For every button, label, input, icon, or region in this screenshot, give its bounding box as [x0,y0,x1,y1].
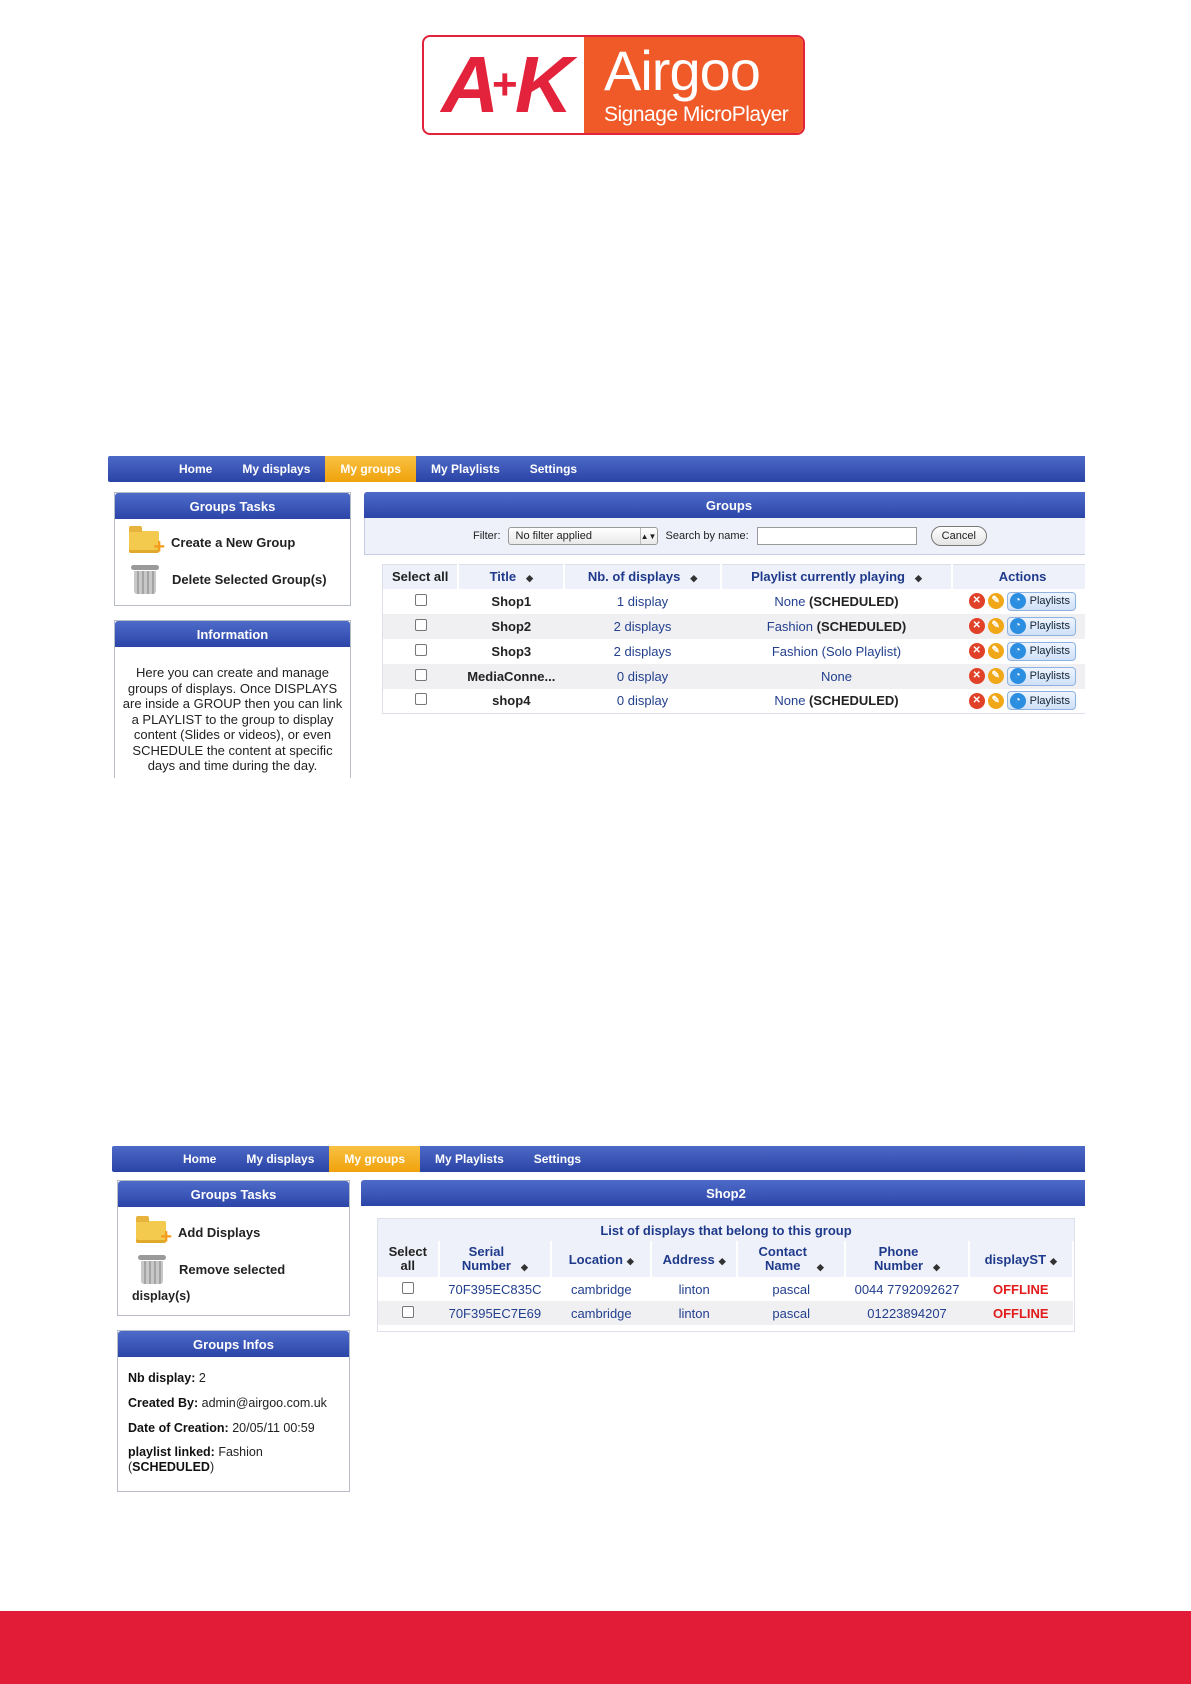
delete-icon[interactable]: ✕ [969,693,985,709]
title-header[interactable]: Title ◆ [458,565,564,589]
group-title[interactable]: Shop3 [491,643,532,659]
folder-add-icon: + [129,531,159,553]
displays-list [377,1218,1075,1332]
list-title: List of displays that belong to this group [378,1219,1074,1241]
edit-icon[interactable]: ✎ [988,593,1004,609]
add-displays-button[interactable] [136,1221,261,1248]
clock-icon: ◔ [1010,668,1026,684]
groups-tasks-title: Groups Tasks [118,1181,349,1207]
select-all-header[interactable]: Select all [378,1241,439,1277]
address: linton [651,1301,737,1325]
main-nav [108,456,1085,482]
groups-tasks-title: Groups Tasks [115,493,350,519]
group-displays[interactable]: 1 display [616,593,669,609]
logo-plus: + [491,60,517,109]
row-checkbox[interactable] [415,619,427,631]
actions-header: Actions [952,565,1085,589]
group-playlist: Fashion (SCHEDULED) [721,614,952,639]
group-playlist: Fashion (Solo Playlist) [771,643,902,659]
row-checkbox[interactable] [415,669,427,681]
nav-my-playlists[interactable]: My Playlists [435,1152,504,1166]
groups-tasks-panel [117,1180,350,1316]
nav-my-displays[interactable]: My displays [242,462,311,476]
table-row [383,639,1086,664]
playlists-button[interactable]: ◔ Playlists [1007,691,1076,710]
playlist-header[interactable]: Playlist currently playing ◆ [721,565,952,589]
phone-number: 0044 7792092627 [854,1281,960,1297]
sort-icon: ◆ [933,1261,941,1272]
serial-header[interactable]: Serial Number ◆ [439,1241,552,1277]
row-checkbox[interactable] [415,594,427,606]
row-checkbox[interactable] [402,1282,414,1294]
logo-letter-k: K [514,40,567,129]
remove-selected-label: Remove selected [179,1261,286,1277]
table-row [378,1301,1073,1325]
clock-icon: ◔ [1010,693,1026,709]
group-detail-panel [361,1180,1085,1340]
logo-letter-a: A [441,40,494,129]
table-row [383,614,1086,639]
sort-icon: ◆ [626,1255,634,1266]
airgoo-logo [422,35,805,135]
group-playlist: None [721,664,952,689]
search-label: Search by name: [665,530,749,542]
sort-icon: ◆ [526,573,533,584]
create-group-button[interactable] [129,531,296,558]
delete-icon[interactable]: ✕ [969,618,985,634]
group-detail-screenshot [112,1146,1085,1496]
information-text: Here you can create and manage groups of displays. Once DISPLAYS are inside a GROUP then you can link a PLAYLIST to the group to display content (Slides or videos), or even SCHEDULE the content at specific days and time during the day. [122,665,343,773]
delete-icon[interactable]: ✕ [969,643,985,659]
nb-displays-header[interactable]: Nb. of displays ◆ [564,565,721,589]
address-header[interactable]: Address ◆ [651,1241,737,1277]
displays-table [378,1241,1074,1325]
nav-home[interactable]: Home [179,462,213,476]
sort-icon: ◆ [520,1261,528,1272]
row-checkbox[interactable] [402,1306,414,1318]
filter-select[interactable] [508,527,658,545]
info-playlist-linked: playlist linked: Fashion (SCHEDULED) [128,1445,263,1474]
sort-icon: ◆ [690,573,698,584]
trash-icon [140,1255,164,1283]
delete-icon[interactable]: ✕ [969,593,985,609]
trash-icon [133,565,157,593]
filter-label: Filter: [473,530,501,542]
main-nav [112,1146,1085,1172]
sort-icon: ◆ [816,1261,824,1272]
brand-subtitle: Signage MicroPlayer [604,103,789,126]
group-title[interactable]: MediaConne... [458,664,564,689]
edit-icon[interactable]: ✎ [988,618,1004,634]
edit-icon[interactable]: ✎ [988,643,1004,659]
remove-displays-button[interactable] [136,1255,285,1283]
search-input[interactable] [757,527,917,545]
info-date-creation: Date of Creation: 20/05/11 00:59 [128,1421,315,1435]
group-title[interactable]: Shop2 [458,614,564,639]
group-playlist: None (SCHEDULED) [774,693,899,709]
clock-icon: ◔ [1010,593,1026,609]
sort-icon: ◆ [718,1255,726,1266]
groups-screenshot [108,456,1085,778]
footer-band [0,1611,1191,1684]
group-detail-title: Shop2 [361,1180,1085,1206]
nav-my-groups[interactable]: My groups [329,1146,420,1172]
groups-title: Groups [364,492,1085,518]
filter-bar [364,518,1085,555]
playlists-button[interactable]: ◔ Playlists [1007,642,1076,661]
group-title[interactable]: shop4 [492,693,531,709]
nav-settings[interactable]: Settings [529,462,578,476]
brand-name: Airgoo [604,39,760,102]
groups-infos-panel [117,1330,350,1492]
contact-header[interactable]: Contact Name ◆ [737,1241,846,1277]
row-checkbox[interactable] [415,693,427,705]
group-playlist: None (SCHEDULED) [774,593,899,609]
location: cambridge [570,1281,632,1297]
group-displays[interactable]: 2 displays [613,643,672,659]
status-badge: OFFLINE [992,1281,1049,1297]
group-displays[interactable]: 0 display [616,693,669,709]
edit-icon[interactable]: ✎ [988,668,1004,684]
nav-my-displays[interactable]: My displays [246,1152,315,1166]
select-arrow-icon: ▲▼ [640,528,657,544]
info-created-by: Created By: admin@airgoo.com.uk [128,1396,327,1410]
sort-icon: ◆ [1050,1255,1057,1266]
status-badge: OFFLINE [969,1301,1073,1325]
nav-home[interactable]: Home [183,1152,217,1166]
information-title: Information [115,621,350,647]
select-all-header[interactable]: Select all [383,565,459,589]
remove-selected-label-cont: display(s) [132,1289,191,1303]
serial-number[interactable]: 70F395EC7E69 [439,1301,552,1325]
add-displays-label: Add Displays [178,1224,261,1240]
information-panel [114,620,351,778]
group-displays[interactable]: 0 display [564,664,721,689]
airgoo-brand-block [584,37,803,133]
info-nb-display: Nb display: 2 [128,1371,206,1385]
group-displays[interactable]: 2 displays [564,614,721,639]
address: linton [678,1281,710,1297]
table-row [383,689,1086,714]
table-row [383,664,1086,689]
table-row [378,1277,1073,1301]
phone-number: 01223894207 [845,1301,968,1325]
playlists-button[interactable]: ◔ Playlists [1007,617,1076,636]
create-group-label: Create a New Group [171,534,296,550]
displayst-header[interactable]: displayST ◆ [969,1241,1073,1277]
groups-tasks-panel [114,492,351,606]
groups-panel [364,492,1085,732]
group-title[interactable]: Shop1 [491,593,532,609]
playlists-button[interactable]: ◔ Playlists [1007,592,1076,611]
filter-value: No filter applied [515,530,592,542]
nav-settings[interactable]: Settings [533,1152,582,1166]
location: cambridge [551,1301,651,1325]
folder-add-icon: + [136,1221,166,1243]
sort-icon: ◆ [914,573,922,584]
groups-table [382,564,1085,714]
ak-logo-mark [424,37,584,133]
delete-groups-label: Delete Selected Group(s) [172,571,327,587]
nav-my-playlists[interactable]: My Playlists [431,462,500,476]
nav-my-groups[interactable]: My groups [325,456,416,482]
delete-icon[interactable]: ✕ [969,668,985,684]
location-header[interactable]: Location ◆ [551,1241,651,1277]
row-checkbox[interactable] [415,644,427,656]
clock-icon: ◔ [1010,618,1026,634]
clock-icon: ◔ [1010,643,1026,659]
serial-number[interactable]: 70F395EC835C [448,1281,542,1297]
contact-name: pascal [772,1281,810,1297]
cancel-button[interactable]: Cancel [931,526,987,546]
phone-header[interactable]: Phone Number ◆ [845,1241,968,1277]
groups-infos-title: Groups Infos [118,1331,349,1357]
contact-name: pascal [737,1301,846,1325]
edit-icon[interactable]: ✎ [988,693,1004,709]
playlists-button[interactable]: ◔ Playlists [1007,667,1076,686]
delete-groups-button[interactable] [129,565,327,593]
table-row [383,589,1086,614]
